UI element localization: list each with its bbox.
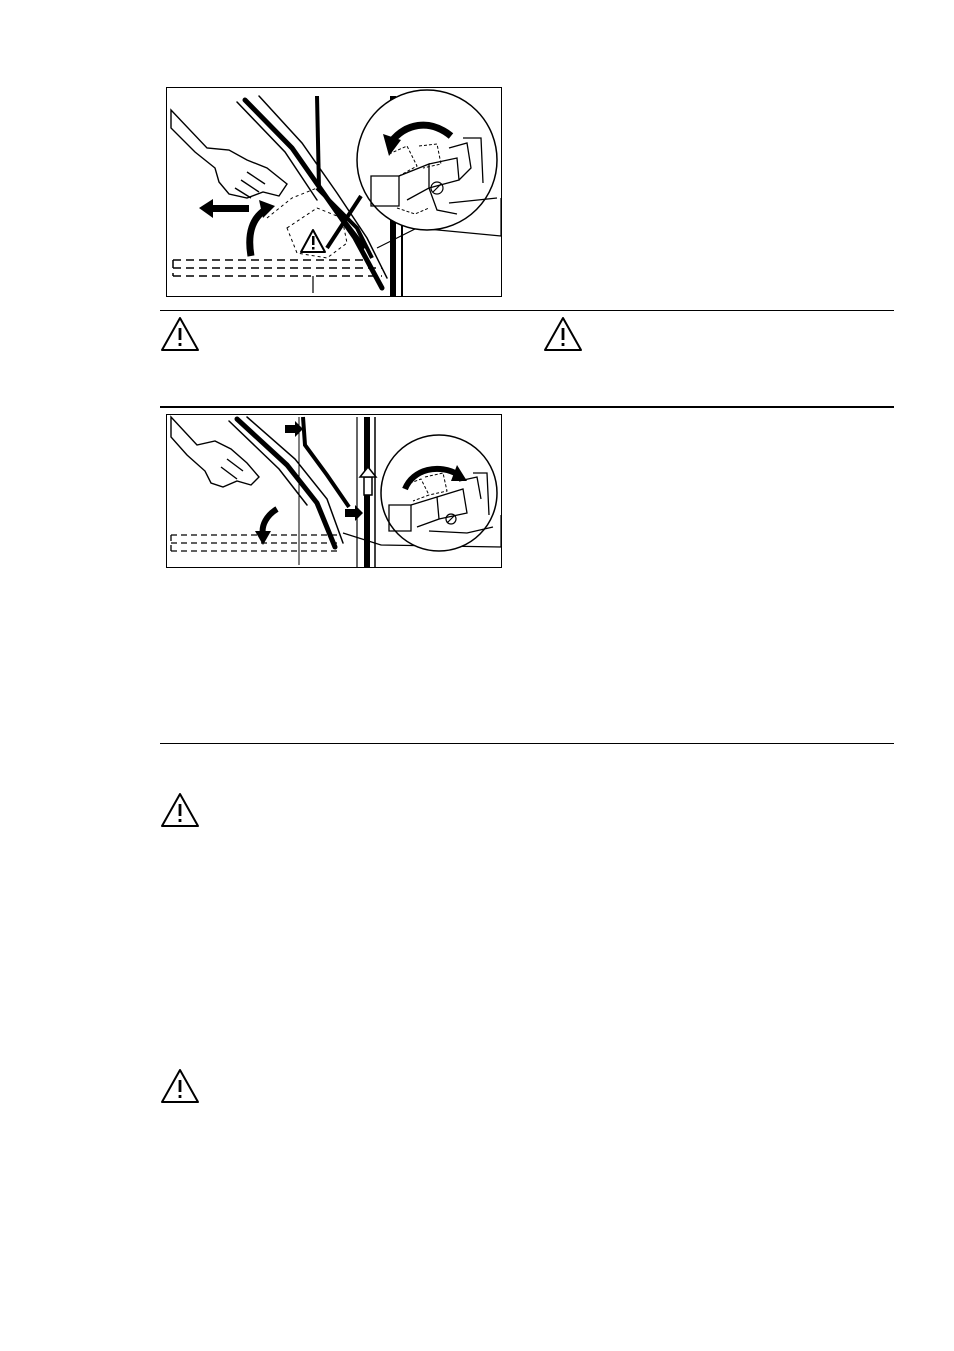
hinge-detail-icon [357,90,501,248]
warning-icon [301,230,325,252]
section-divider [160,310,894,311]
warning-icon [159,791,201,829]
arrow-up-icon [360,467,376,495]
door-removal-illustration [166,87,502,297]
arrow-curved-down-icon [255,509,277,545]
warning-icon [542,315,584,353]
door-installation-illustration [166,414,502,568]
warning-icon [159,1067,201,1105]
arrow-right-icon [285,421,303,437]
section-divider [160,406,894,408]
door-removal-drawing [167,88,501,296]
section-divider [160,743,894,744]
arrow-left-icon [199,199,249,218]
warning-icon [159,315,201,353]
arrow-curved-up-icon [250,200,275,256]
door-installation-drawing [167,415,501,567]
